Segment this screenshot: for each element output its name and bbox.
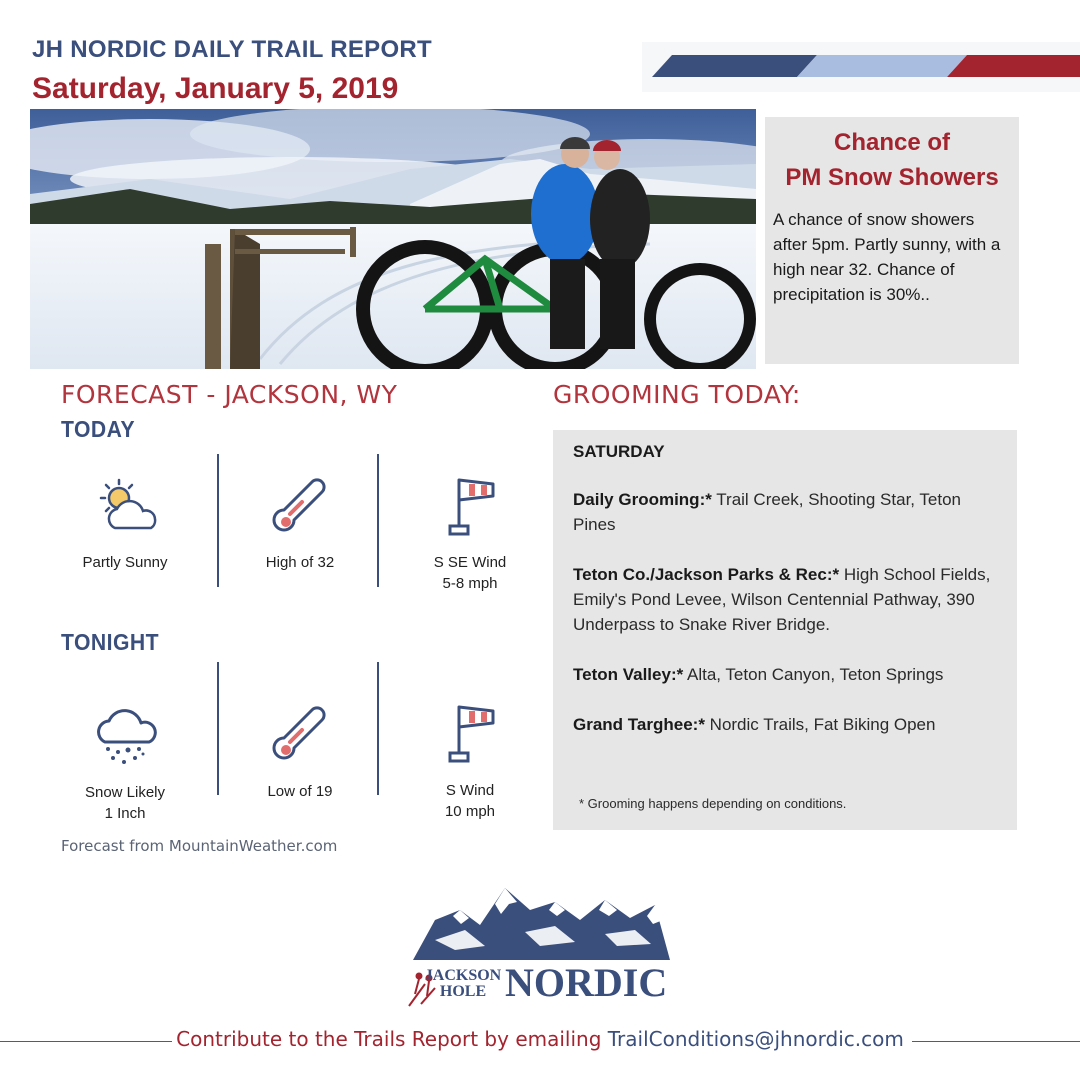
divider — [217, 454, 219, 587]
today-wind-label — [405, 552, 535, 594]
tonight-sky-label — [60, 782, 190, 824]
grooming-area: Daily Grooming:* — [573, 490, 712, 509]
windsock-icon — [445, 476, 501, 543]
footer-text — [0, 1027, 1080, 1051]
jackson-hole-nordic-logo — [405, 880, 675, 1010]
grooming-item — [573, 562, 997, 637]
report-title: JH NORDIC DAILY TRAIL REPORT — [32, 36, 433, 63]
forecast-heading: FORECAST - JACKSON, WY — [61, 380, 398, 409]
grooming-note: * Grooming happens depending on conditions. — [579, 796, 847, 811]
grooming-area: Teton Co./Jackson Parks & Rec:* — [573, 565, 840, 584]
divider — [377, 454, 379, 587]
logo-line1: JACKSON — [424, 967, 502, 984]
today-temp-label — [240, 552, 360, 573]
thermometer-icon — [272, 704, 332, 769]
grooming-trails: High School Fields, Emily's Pond Levee, Wilson Centennial Pathway, 390 Underpass to Snake River Bridge. — [573, 565, 991, 634]
logo-line2: HOLE — [439, 983, 487, 1000]
today-temp-line1: High of 32 — [265, 554, 335, 571]
weather-summary-box — [765, 117, 1019, 364]
trail-photo — [30, 109, 756, 369]
grooming-heading: GROOMING TODAY: — [553, 380, 801, 409]
tonight-temp-label — [240, 781, 360, 802]
grooming-trails: Nordic Trails, Fat Biking Open — [704, 715, 936, 734]
tonight-sky-line2: 1 Inch — [104, 805, 146, 822]
tonight-wind-line1: S Wind — [445, 782, 495, 799]
footer — [0, 1025, 1080, 1057]
tonight-wind-label — [405, 780, 535, 822]
weather-description: A chance of snow showers after 5pm. Partly sunny, with a high near 32. Chance of precipitation is 30%.. — [773, 210, 1001, 304]
tonight-temp-line1: Low of 19 — [267, 783, 333, 800]
tonight-label: TONIGHT — [61, 629, 160, 655]
windsock-icon — [445, 703, 501, 770]
weather-headline-line2: PM Snow Showers — [785, 164, 999, 191]
footer-email-link[interactable]: TrailConditions@jhnordic.com — [607, 1027, 904, 1051]
report-date: Saturday, January 5, 2019 — [32, 72, 399, 105]
tonight-wind-line2: 10 mph — [444, 803, 496, 820]
logo-wordmark: NORDIC — [505, 960, 668, 1005]
divider — [217, 662, 219, 795]
grooming-trails: Alta, Teton Canyon, Teton Springs — [683, 665, 944, 684]
forecast-source: Forecast from MountainWeather.com — [61, 837, 338, 855]
decorative-stripes — [642, 42, 1080, 92]
grooming-area: Teton Valley:* — [573, 665, 684, 684]
today-label: TODAY — [61, 416, 136, 442]
grooming-area: Grand Targhee:* — [573, 715, 705, 734]
grooming-item — [573, 712, 997, 737]
snow-cloud-icon — [93, 702, 159, 773]
grooming-day: SATURDAY — [573, 442, 665, 461]
thermometer-icon — [272, 476, 332, 541]
grooming-box — [553, 430, 1017, 830]
today-sky-line1: Partly Sunny — [82, 554, 168, 571]
divider — [377, 662, 379, 795]
grooming-trails: Trail Creek, Shooting Star, Teton Pines — [573, 490, 962, 534]
tonight-sky-line1: Snow Likely — [84, 784, 166, 801]
grooming-item — [573, 487, 997, 537]
grooming-item — [573, 662, 997, 687]
today-wind-line2: 5-8 mph — [442, 575, 498, 592]
partly-sunny-icon — [97, 478, 159, 539]
today-wind-line1: S SE Wind — [433, 554, 507, 571]
footer-contribute: Contribute to the Trails Report by emailing — [176, 1027, 608, 1051]
today-sky-label — [60, 552, 190, 573]
weather-headline-line1: Chance of — [833, 129, 950, 156]
